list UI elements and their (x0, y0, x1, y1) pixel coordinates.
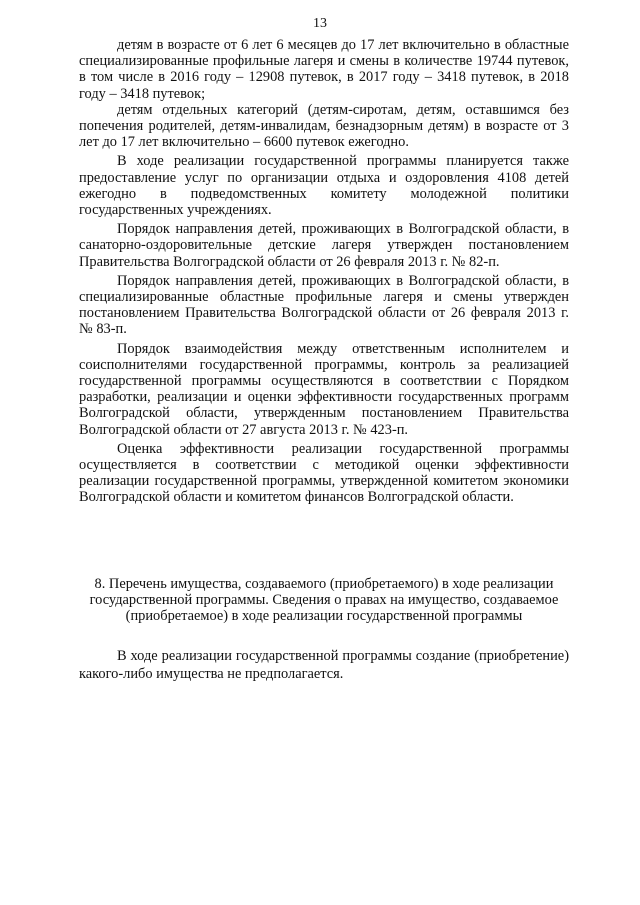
paragraph-order-83p: Порядок направления детей, проживающих в Волгоградской области, в специализированные областные профильные лагеря и смены утвержден постановлением Правительства Волгоградской области от 26 февраля 2013 г. № 83-п. (79, 272, 569, 338)
paragraph-order-82p: Порядок направления детей, проживающих в Волгоградской области, в санаторно-оздоровительные детские лагеря утвержден постановлением Правительства Волгоградской области от 26 февраля 2013 г. № 82-п. (79, 221, 569, 270)
section-heading: 8. Перечень имущества, создаваемого (приобретаемого) в ходе реализации государственной программы. Сведения о правах на имущество, создаваемое (приобретаемое) в ходе реализации государственной программы (89, 576, 559, 625)
paragraph-special-categories: детям отдельных категорий (детям-сиротам, детям, оставшимся без попечения родителей, детям-инвалидам, безнадзорным детям) в возрасте от 3 лет до 17 лет включительно – 6600 путевок ежегодно. (79, 101, 569, 151)
final-paragraph: В ходе реализации государственной программы создание (приобретение) какого-либо имущества не предполагается. (79, 648, 569, 682)
paragraph-services-4108: В ходе реализации государственной программы планируется также предоставление услуг по организации отдыха и оздоровления 4108 детей ежегодно в подведомственных комитету молодежной политики государственных учреждениях. (79, 153, 569, 219)
page-number: 13 (313, 16, 327, 31)
paragraph-order-423p: Порядок взаимодействия между ответственным исполнителем и соисполнителями государственной программы, контроль за реализацией государственной программы осуществляются в соответствии с Порядком разработки, реализации и оценки эффективности государственных программ Волгоградской области, утвержденным постановлением Правительства Волгоградской области от 27 августа 2013 г. № 423-п. (79, 340, 569, 438)
body-text (79, 37, 569, 506)
paragraph-age-6-17: детям в возрасте от 6 лет 6 месяцев до 17 лет включительно в областные специализированные профильные лагеря и смены в количестве 19744 путевок, в том числе в 2016 году – 12908 путевок, в 2017 году – 3418 путевок, в 2018 году – 3418 путевок; (79, 37, 569, 102)
paragraph-evaluation: Оценка эффективности реализации государственной программы осуществляется в соответствии с методикой оценки эффективности реализации государственной программы, утвержденной комитетом экономики Волгоградской области и комитетом финансов Волгоградской области. (79, 440, 569, 506)
